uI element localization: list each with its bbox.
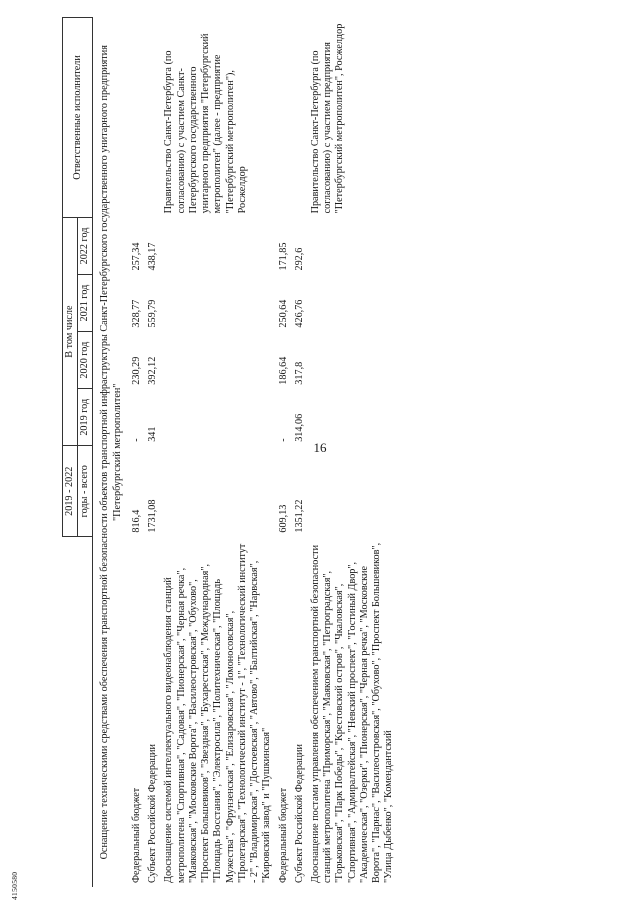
table-row [292, 18, 308, 888]
row-total: 1731,08 [147, 499, 159, 533]
row-2022 [161, 217, 275, 274]
row-total: 1351,22 [293, 499, 305, 533]
table-row [308, 18, 398, 888]
row-2022 [308, 217, 398, 274]
row-2022: 257,34 [130, 242, 142, 271]
row-2021: 559,79 [147, 299, 159, 328]
row-name: Федеральный бюджет [277, 787, 289, 883]
row-2021: 426,76 [293, 299, 305, 328]
row-2021: 250,64 [277, 299, 289, 328]
table-row [276, 18, 292, 888]
row-2021 [308, 275, 398, 332]
row-name: Субъект Российской Федерации [293, 744, 305, 883]
row-name: Дооснащение системой интеллектуального видеонаблюдения станций метрополитена "Спортивная", "Садовая", "Пионерская", "Черная речка", "Маяковская", "Московские Ворота", "Василеостровская", "Обухово", "Проспект Большевиков", "Звездная", "Бухарестская", "Международная", "Площадь Восстания", "Электросила", "Политехническая", "Площадь Мужества", "Фрунзенская", "Елизаровская", "Ломоносовская", "Пролетарская", "Технологический институт - 1", "Технологический институт - 2", "Владимирская", "Достоевская", "Автово", "Балтийская", "Нарвская", "Кировский завод" и "Пушкинская" [163, 543, 273, 883]
table-row [129, 18, 145, 888]
row-responsible: Правительство Санкт-Петербурга (по согласованию) с участием Санкт-Петербургского государственного унитарного предприятия "Петербургский метрополитен" (далее - предприятие "Петербургский метрополитен"), Росжелдор [163, 33, 248, 214]
header-year-2020: 2020 год [78, 332, 93, 389]
row-2019: 314,06 [293, 413, 305, 442]
row-2019: 341 [147, 426, 159, 442]
page-number: 16 [313, 440, 327, 455]
header-year-2021: 2021 год [78, 275, 93, 332]
row-2020: 317,8 [293, 361, 305, 385]
row-name: Дооснащение постами управления обеспечением транспортной безопасности станций метрополитена "Приморская", "Маяковская", "Петроградская", "Горьковская", "Парк Победы", "Крестовский остров", "Чкаловская", "Спортивная", "Адмиралтейская", "Невский проспект", "Гостиный Двор", "Академическая", "Озерки", "Пионерская", "Черная речка", "Московские Ворота", "Парнас", "Василеостровская", "Обухово", "Проспект Большевиков", "Улица Дыбенко", "Комендантский [310, 542, 395, 883]
row-responsible [129, 18, 145, 218]
section-title: Оснащение техническими средствами обеспечения транспортной безопасности объектов транспортной инфраструктуры Санкт-Петербургского государственного унитарного предприятия "Петербургский метрополитен" [99, 45, 124, 860]
row-name: Федеральный бюджет [130, 787, 142, 883]
row-2019: - [277, 438, 289, 442]
header-responsible: Ответственные исполнители [63, 18, 93, 218]
row-2020 [161, 332, 275, 389]
row-2022: 438,17 [147, 242, 159, 271]
document-code: 4150580 [10, 871, 19, 900]
row-responsible [276, 18, 292, 218]
header-year-2019: 2019 год [78, 389, 93, 446]
row-total: 816,4 [130, 509, 142, 533]
row-responsible [145, 18, 161, 218]
row-2020: 186,64 [277, 356, 289, 385]
row-2019: - [130, 438, 142, 442]
row-total: 609,13 [277, 504, 289, 533]
table-row [161, 18, 275, 888]
row-2019 [161, 389, 275, 446]
row-total [161, 446, 275, 537]
row-responsible [292, 18, 308, 218]
row-name: Субъект Российской Федерации [147, 744, 159, 883]
row-2020 [308, 332, 398, 389]
row-2019 [308, 389, 398, 446]
row-2020: 230,29 [130, 356, 142, 385]
header-total-top: 2019 - 2022 [63, 446, 78, 537]
header-year-2022: 2022 год [78, 217, 93, 274]
header-name-blank [63, 537, 93, 887]
header-in-that: В том числе [63, 217, 78, 445]
row-responsible: Правительство Санкт-Петербурга (по согласованию) с участием предприятия "Петербургский метрополитен", Росжелдор [310, 23, 346, 214]
row-2021 [161, 275, 275, 332]
row-2020: 392,12 [147, 356, 159, 385]
table-row [145, 18, 161, 888]
row-2021: 328,77 [130, 299, 142, 328]
budget-table [62, 17, 398, 887]
header-total-bottom: годы - всего [78, 446, 93, 537]
row-2022: 292,6 [293, 247, 305, 271]
row-total [308, 446, 398, 537]
row-2022: 171,85 [277, 242, 289, 271]
